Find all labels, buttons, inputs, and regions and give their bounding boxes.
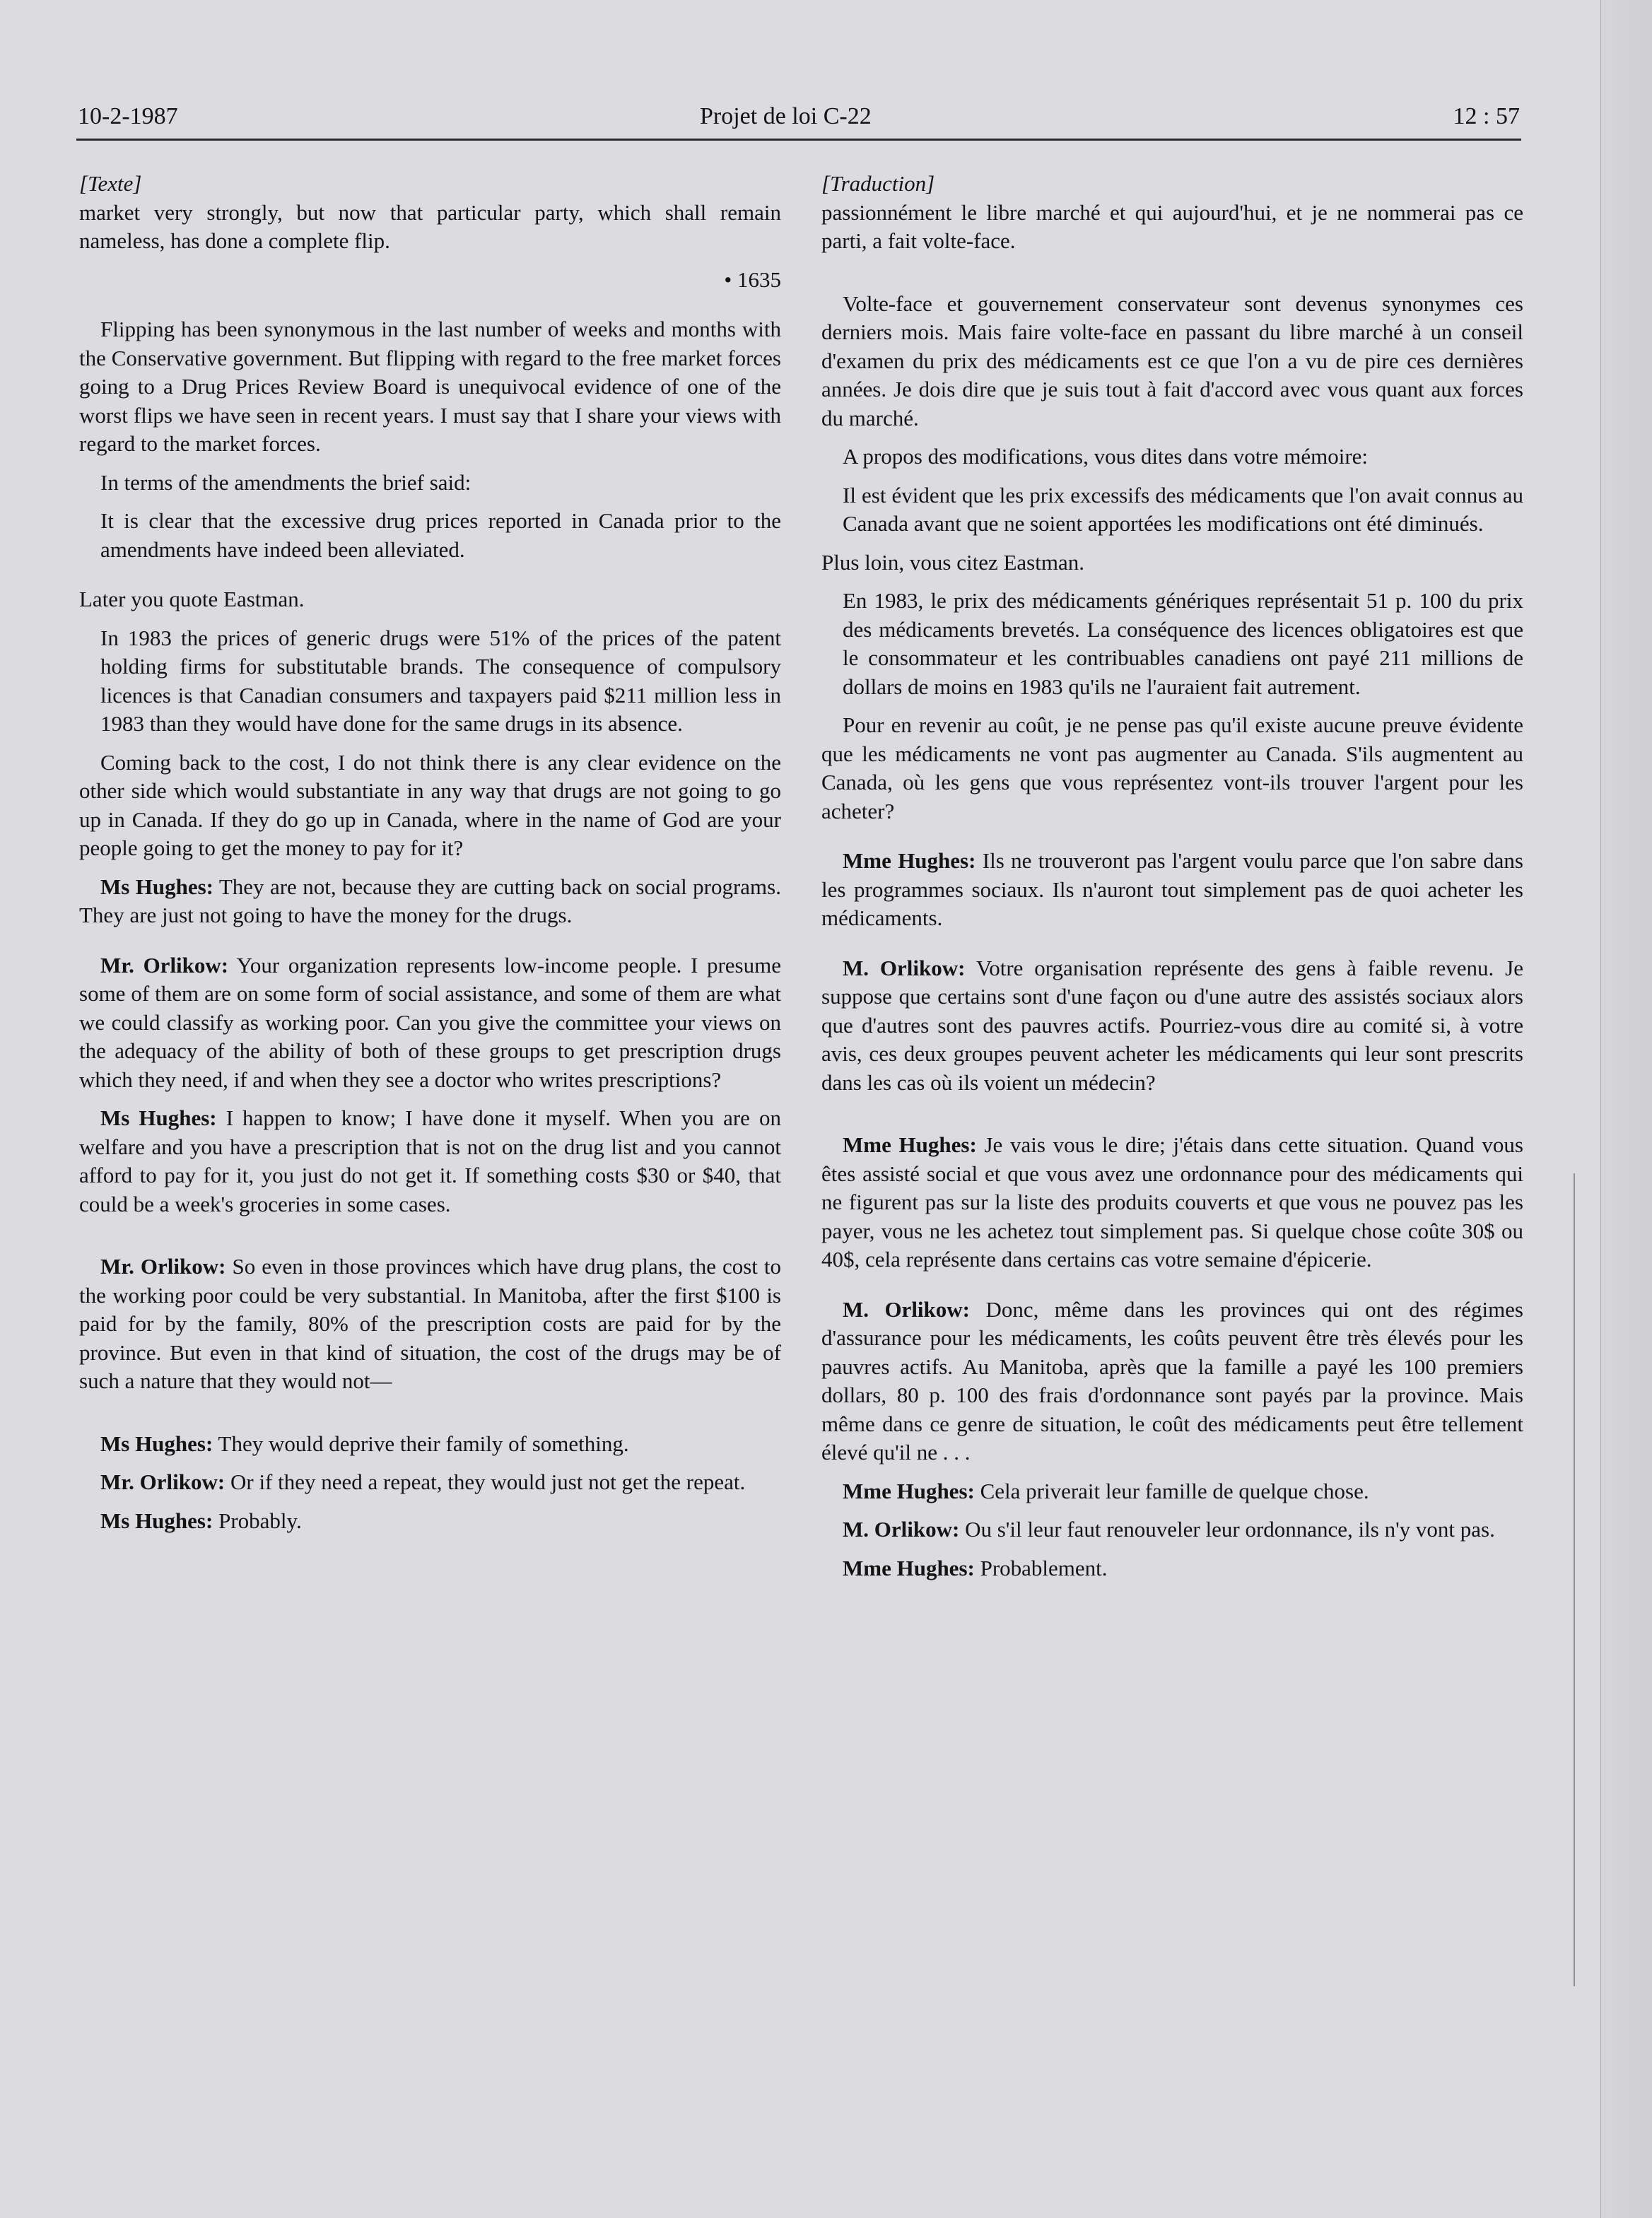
quotation: It is clear that the excessive drug prices reported in Canada prior to the amendments have indeed been alleviated. xyxy=(100,508,781,562)
speech xyxy=(79,1430,781,1459)
speech xyxy=(821,1296,1523,1467)
paragraph: Volte-face et gouvernement conservateur sont devenus synonymes ces derniers mois. Mais faire volte-face en passant du libre marché à un conseil d'examen du prix des médicaments est ce que l'on a vu de pire ces dernières années. Je dois dire que je suis tout à fait d'accord avec vous quant aux forces du marché. xyxy=(821,291,1523,430)
paragraph: In terms of the amendments the brief said: xyxy=(100,469,471,495)
speaker-name: Mr. Orlikow: xyxy=(100,952,229,978)
speaker-name: Ms Hughes: xyxy=(100,1508,213,1533)
paragraph: passionnément le libre marché et qui aujourd'hui, et je ne nommerai pas ce parti, a fait volte-face. xyxy=(821,199,1523,253)
speaker-name: Mme Hughes: xyxy=(843,848,976,873)
speaker-name: M. Orlikow: xyxy=(843,955,966,980)
speech-text: Je vais vous le dire; j'étais dans cette situation. Quand vous êtes assisté social et que vous avez une ordonnance pour des médicaments qui ne figurent pas sur la liste des produits couverts et que vous ne pouvez pas les payer, vous ne les achetez tout simplement pas. Si quelque chose coûte 30$ ou 40$, cela représente dans certains cas votre semaine d'épicerie. xyxy=(821,1132,1523,1272)
speech xyxy=(821,1554,1523,1583)
paragraph: Later you quote Eastman. xyxy=(79,587,305,611)
speech-text: Votre organisation représente des gens à faible revenu. Je suppose que certains sont d'une façon ou d'une autre des assistés sociaux alors que d'autres sont des pauvres actifs. Pourriez-vous dire au comité si, à votre avis, ces deux groupes peuvent acheter les médicaments qui leur sont prescrits dans les cas où ils voient un médecin? xyxy=(821,955,1523,1095)
speech-text: Probablement. xyxy=(980,1555,1108,1580)
speech xyxy=(79,951,781,1095)
speaker-name: Mme Hughes: xyxy=(843,1555,975,1580)
speaker-name: Ms Hughes: xyxy=(100,874,213,899)
speaker-name: Ms Hughes: xyxy=(100,1105,217,1130)
quotation: En 1983, le prix des médicaments génériques représentait 51 p. 100 du prix des médicaments brevetés. La conséquence des licences obligatoires est que le consommateur et les contribuables canadiens ont payé 211 millions de dollars de moins en 1983 qu'ils ne l'auraient fait autrement. xyxy=(843,588,1523,699)
column-label-text: Texte xyxy=(88,171,134,196)
speech-text: Ils ne trouveront pas l'argent voulu parce que l'on sabre dans les programmes sociaux. Ils n'auront tout simplement pas de quoi acheter les médicaments. xyxy=(821,848,1523,930)
french-column xyxy=(821,170,1523,1592)
speech xyxy=(821,1477,1523,1506)
paragraph: Flipping has been synonymous in the last number of weeks and months with the Conservative government. But flipping with regard to the free market forces going to a Drug Prices Review Board is unequivocal evidence of one of the worst flips we have seen in recent years. I must say that I share your views with regard to the market forces. xyxy=(79,317,781,456)
margin-line xyxy=(1574,1173,1575,1986)
speech-text: So even in those provinces which have drug plans, the cost to the working poor could be very substantial. In Manitoba, after the first $100 is paid for by the family, 80% of the prescription costs are paid for by the province. But even in that kind of situation, the cost of the drugs may be of such a nature that they would not— xyxy=(79,1254,781,1393)
speaker-name: Ms Hughes: xyxy=(100,1431,213,1456)
page-binding-edge xyxy=(1600,0,1652,2218)
speech-text: They would deprive their family of something. xyxy=(218,1431,629,1456)
speech xyxy=(821,1131,1523,1274)
column-label: [Traduction] xyxy=(821,171,935,196)
column-label: [Texte] xyxy=(79,171,142,196)
english-column xyxy=(79,170,781,1545)
speech-text: Donc, même dans les provinces qui ont des régimes d'assurance pour les médicaments, les coûts peuvent être très élevés pour les pauvres actifs. Au Manitoba, après que la famille a payé les 100 premiers dollars, 80 p. 100 des frais d'ordonnance sont payés par la province. Mais même dans ce genre de situation, le coût des médicaments peut être tellement élevé qu'il ne . . . xyxy=(821,1296,1523,1465)
column-label-text: Traduction xyxy=(830,171,927,196)
header-rule xyxy=(76,139,1521,141)
speech-text: I happen to know; I have done it myself. When you are on welfare and you have a prescription that is not on the drug list and you cannot afford to pay for it, you just do not get it. If something costs $30 or $40, that could be a week's groceries in some cases. xyxy=(79,1105,781,1216)
speaker-name: Mr. Orlikow: xyxy=(100,1469,225,1494)
paragraph: Coming back to the cost, I do not think there is any clear evidence on the other side which would substantiate in any way that drugs are not going to go up in Canada. If they do go up in Canada, where in the name of God are your people going to get the money to pay for it? xyxy=(79,749,781,860)
header-title: Projet de loi C-22 xyxy=(700,103,872,129)
speaker-name: Mme Hughes: xyxy=(843,1132,977,1157)
speech xyxy=(821,954,1523,1098)
speech-text: Your organization represents low-income people. I presume some of them are on some form of social assistance, and some of them are what we could classify as working poor. Can you give the committee your views on the adequacy of the ability of both of these groups to get prescription drugs which they need, if and when they see a doctor who writes prescriptions? xyxy=(79,952,781,1092)
quotation: Il est évident que les prix excessifs des médicaments que l'on avait connus au Canada avant que ne soient apportées les modifications ont été diminués. xyxy=(843,482,1523,536)
speech xyxy=(821,1515,1523,1544)
speech xyxy=(79,1252,781,1396)
speech-text: They are not, because they are cutting back on social programs. They are just not going to have the money for the drugs. xyxy=(79,874,781,927)
speech xyxy=(821,847,1523,933)
quotation: In 1983 the prices of generic drugs were 51% of the prices of the patent holding firms for substitutable brands. The consequence of compulsory licences is that Canadian consumers and taxpayers paid $211 million less in 1983 than they would have done for the same drugs in its absence. xyxy=(100,625,781,736)
paragraph: Pour en revenir au coût, je ne pense pas qu'il existe aucune preuve évidente que les médicaments ne vont pas augmenter au Canada. S'ils augmentent au Canada, où les gens que vous représentez vont-ils trouver l'argent pour les acheter? xyxy=(821,712,1523,823)
header-page-number: 12 : 57 xyxy=(1453,103,1520,129)
speaker-name: Mr. Orlikow: xyxy=(100,1254,226,1279)
speech-text: Cela priverait leur famille de quelque chose. xyxy=(980,1478,1369,1503)
speaker-name: M. Orlikow: xyxy=(843,1296,970,1322)
speech-text: Ou s'il leur faut renouveler leur ordonnance, ils n'y vont pas. xyxy=(965,1517,1495,1542)
paragraph: Plus loin, vous citez Eastman. xyxy=(821,549,1084,575)
speech xyxy=(79,1507,781,1536)
speech-text: Or if they need a repeat, they would just not get the repeat. xyxy=(230,1469,746,1494)
speaker-name: Mme Hughes: xyxy=(843,1478,975,1503)
speech xyxy=(79,1104,781,1219)
header-date: 10-2-1987 xyxy=(78,103,178,129)
paragraph: market very strongly, but now that particular party, which shall remain nameless, has done a complete flip. xyxy=(79,199,781,253)
speech xyxy=(79,1468,781,1497)
speaker-name: M. Orlikow: xyxy=(843,1517,960,1542)
speech xyxy=(79,873,781,930)
timestamp: • 1635 xyxy=(724,266,781,292)
speech-text: Probably. xyxy=(218,1508,302,1533)
paragraph: A propos des modifications, vous dites dans votre mémoire: xyxy=(843,444,1369,469)
